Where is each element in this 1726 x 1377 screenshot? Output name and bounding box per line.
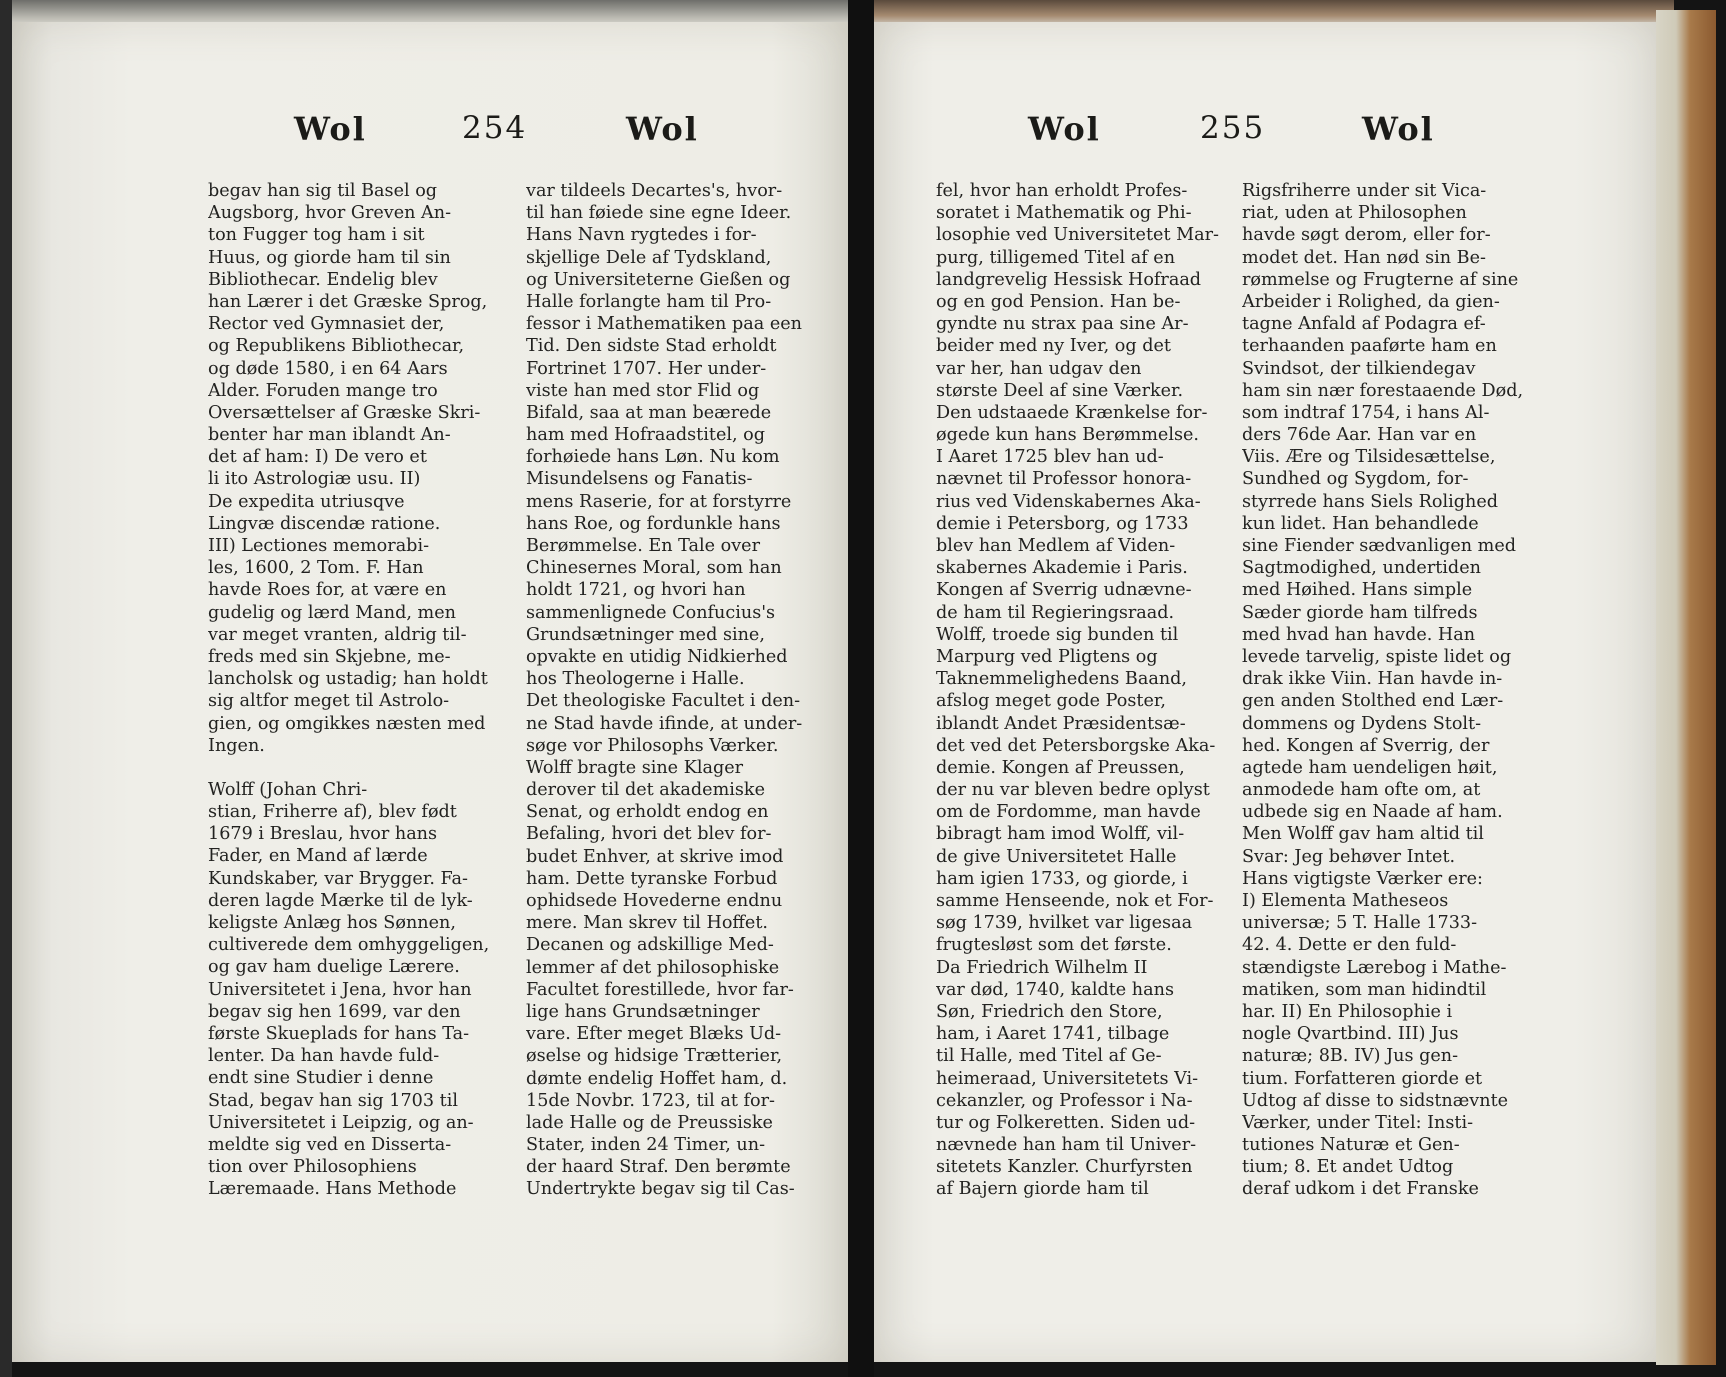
text-line: frugtesløst som det første.: [936, 935, 1172, 956]
text-line: og Republikens Bibliothecar,: [208, 336, 465, 357]
text-line: ophidsede Hovederne endnu: [526, 891, 783, 911]
text-line: Augsborg, hvor Greven An-: [208, 203, 452, 224]
text-line: til han føiede sine egne Ideer.: [526, 203, 792, 224]
text-line: Berømmelse. En Tale over: [526, 536, 760, 556]
text-line: iblandt Andet Præsidentsæ-: [936, 713, 1186, 734]
text-line: riat, uden at Philosophen: [1242, 203, 1467, 224]
text-line: Huus, og giorde ham til sin: [208, 247, 451, 268]
text-line: nogle Qvartbind. III) Jus: [1242, 1024, 1459, 1045]
text-line: der nu var bleven bedre oplyst: [936, 780, 1210, 801]
text-line: sammenlignede Confucius's: [526, 602, 776, 623]
text-line: Da Friedrich Wilhelm II: [936, 957, 1148, 978]
text-line: mere. Man skrev til Hoffet.: [526, 913, 768, 934]
text-line: Decanen og adskillige Med-: [526, 935, 774, 956]
text-line: heimeraad, Universitetets Vi-: [936, 1068, 1199, 1089]
text-line: Fader, en Mand af lærde: [208, 846, 428, 867]
text-line: ton Fugger tog ham i sit: [208, 225, 425, 246]
text-line: havde søgt derom, eller for-: [1242, 225, 1491, 246]
text-line: øgede kun hans Berømmelse.: [936, 425, 1200, 446]
text-line: tium; 8. Et andet Udtog: [1242, 1157, 1454, 1178]
text-line: med hvad han havde. Han: [1242, 624, 1476, 645]
text-line: styrrede hans Siels Rolighed: [1242, 491, 1499, 512]
text-line: dommens og Dydens Stolt-: [1242, 713, 1482, 734]
text-line: gen anden Stolthed end Lær-: [1242, 691, 1504, 712]
text-line: og døde 1580, i en 64 Aars: [208, 358, 448, 379]
text-line: tur og Folkeretten. Siden ud-: [936, 1112, 1196, 1133]
text-line: søge vor Philosophs Værker.: [526, 735, 779, 756]
text-line: rømmelse og Frugterne af sine: [1242, 269, 1519, 290]
text-line: af Bajern giorde ham til: [936, 1179, 1149, 1200]
text-line: Men Wolff gav ham altid til: [1242, 824, 1484, 845]
text-line: Sæder giorde ham tilfreds: [1242, 602, 1478, 623]
text-line: Universitetet i Leipzig, og an-: [208, 1112, 474, 1133]
right-page: [874, 22, 1656, 1362]
running-header: [874, 110, 1656, 170]
text-line: Taknemmelighedens Baand,: [936, 669, 1188, 690]
text-line: tion over Philosophiens: [208, 1157, 417, 1178]
text-line: til Halle, med Titel af Ge-: [936, 1046, 1162, 1067]
text-line: stian, Friherre af), blev født: [208, 802, 457, 823]
header-left-word: Wol: [294, 110, 367, 148]
text-line: universæ; 5 T. Halle 1733-: [1242, 913, 1478, 934]
text-line: soratet i Mathematik og Phi-: [936, 203, 1192, 224]
text-line: sine Fiender sædvanligen med: [1242, 536, 1517, 556]
text-line: og Universiteterne Gießen og: [526, 269, 791, 290]
text-line: Undertrykte begav sig til Cas-: [526, 1179, 795, 1200]
text-line: deren lagde Mærke til de lyk-: [208, 890, 473, 911]
text-line: freds med sin Skjebne, me-: [208, 646, 451, 667]
text-line: les, 1600, 2 Tom. F. Han: [208, 558, 424, 579]
text-line: 15de Novbr. 1723, til at for-: [526, 1090, 775, 1111]
text-line: beider med ny Iver, og det: [936, 336, 1171, 357]
text-line: Værker, under Titel: Insti-: [1242, 1112, 1474, 1133]
text-line: der haard Straf. Den berømte: [526, 1157, 791, 1178]
text-line: som indtraf 1754, i hans Al-: [1242, 402, 1490, 423]
text-line: Marpurg ved Pligtens og: [936, 646, 1158, 667]
text-line: skabernes Akademie i Paris.: [936, 558, 1188, 579]
text-line: afslog meget gode Poster,: [936, 691, 1166, 712]
text-line: meldte sig ved en Disserta-: [208, 1134, 452, 1155]
text-line: største Deel af sine Værker.: [936, 380, 1184, 401]
header-right-word: Wol: [626, 110, 699, 148]
text-line: de ham til Regieringsraad.: [936, 602, 1175, 623]
text-line: gyndte nu strax paa sine Ar-: [936, 314, 1189, 335]
text-line: lancholsk og ustadig; han holdt: [208, 669, 488, 690]
text-line: landgrevelig Hessisk Hofraad: [936, 269, 1202, 290]
text-line: Hans vigtigste Værker ere:: [1242, 868, 1483, 889]
text-line: Søn, Friedrich den Store,: [936, 1001, 1163, 1022]
text-line: agtede ham uendeligen høit,: [1242, 757, 1498, 778]
text-line: skjellige Dele af Tydskland,: [526, 247, 772, 268]
text-line: ham igien 1733, og giorde, i: [936, 868, 1188, 889]
text-line: ham med Hofraadstitel, og: [526, 425, 766, 446]
text-line: drak ikke Viin. Han havde in-: [1242, 669, 1503, 690]
text-line: Svindsot, der tilkiendegav: [1242, 358, 1476, 379]
text-line: derover til det akademiske: [526, 780, 766, 801]
text-line: stændigste Lærebog i Mathe-: [1242, 957, 1507, 978]
text-line: [208, 757, 508, 779]
text-line: Oversættelser af Græske Skri-: [208, 402, 481, 423]
header-right-word: Wol: [1362, 110, 1435, 148]
text-line: cultiverede dem omhyggeligen,: [208, 935, 490, 956]
text-line: Kongen af Sverrig udnævne-: [936, 580, 1192, 601]
text-line: Wolff bragte sine Klager: [526, 757, 744, 778]
text-line: Facultet forestillede, hvor far-: [526, 979, 794, 1000]
page-number: 255: [1200, 110, 1266, 146]
text-line: deraf udkom i det Franske: [1242, 1179, 1479, 1200]
text-line: Universitetet i Jena, hvor han: [208, 979, 472, 1000]
header-left-word: Wol: [1028, 110, 1101, 148]
text-line: anmodede ham ofte om, at: [1242, 780, 1481, 801]
text-line: Stater, inden 24 Timer, un-: [526, 1135, 766, 1156]
text-line: Wolff (Johan Chri-: [208, 779, 368, 800]
text-line: li ito Astrologiæ usu. II): [208, 469, 421, 490]
text-line: hed. Kongen af Sverrig, der: [1242, 735, 1490, 756]
text-line: sig altfor meget til Astrolo-: [208, 691, 450, 712]
text-line: ders 76de Aar. Han var en: [1242, 425, 1477, 446]
text-line: III) Lectiones memorabi-: [208, 536, 430, 556]
text-line: begav sig hen 1699, var den: [208, 1001, 461, 1022]
text-line: var her, han udgav den: [936, 358, 1142, 379]
text-line: om de Fordomme, man havde: [936, 802, 1201, 823]
text-line: Det theologiske Facultet i den-: [526, 691, 801, 712]
running-header: [12, 110, 848, 170]
text-line: 42. 4. Dette er den fuld-: [1242, 935, 1457, 956]
text-line: Sundhed og Sygdom, for-: [1242, 469, 1469, 490]
text-line: Rigsfriherre under sit Vica-: [1242, 181, 1487, 201]
text-line: Senat, og erholdt endog en: [526, 802, 769, 823]
text-line: purg, tilligemed Titel af en: [936, 247, 1176, 268]
text-line: søg 1739, hvilket var ligesaa: [936, 913, 1193, 934]
text-column-1: [208, 180, 508, 1200]
text-line: Wolff, troede sig bunden til: [936, 624, 1179, 645]
book-fore-edge: [1656, 10, 1716, 1365]
text-line: lige hans Grundsætninger: [526, 1001, 760, 1022]
text-line: var tildeels Decartes's, hvor-: [526, 181, 783, 201]
text-column-2: [526, 180, 836, 1201]
text-line: hans Roe, og fordunkle hans: [526, 513, 781, 534]
text-line: dømte endelig Hoffet ham, d.: [526, 1068, 788, 1089]
text-line: det ved det Petersborgske Aka-: [936, 735, 1216, 756]
text-line: Ingen.: [208, 735, 265, 756]
text-line: fessor i Mathematiken paa een: [526, 314, 802, 335]
text-line: Læremaade. Hans Methode: [208, 1179, 457, 1200]
text-line: vare. Efter meget Blæks Ud-: [526, 1024, 782, 1045]
book-gutter: [848, 0, 874, 1377]
text-line: Bibliothecar. Endelig blev: [208, 269, 438, 290]
text-line: Udtog af disse to sidstnævnte: [1242, 1090, 1509, 1111]
text-line: blev han Medlem af Viden-: [936, 536, 1176, 556]
text-line: lenter. Da han havde fuld-: [208, 1046, 440, 1067]
text-line: bibragt ham imod Wolff, vil-: [936, 824, 1185, 845]
scan-border-left: [0, 0, 12, 1377]
text-line: matiken, som man hidindtil: [1242, 979, 1487, 1000]
text-line: viste han med stor Flid og: [526, 380, 760, 401]
text-line: budet Enhver, at skrive imod: [526, 846, 784, 867]
left-page: [12, 22, 848, 1362]
text-line: Fortrinet 1707. Her under-: [526, 358, 767, 379]
text-line: I) Elementa Matheseos: [1242, 891, 1449, 911]
text-line: tium. Forfatteren giorde et: [1242, 1068, 1483, 1089]
text-line: Den udstaaede Krænkelse for-: [936, 402, 1208, 423]
text-line: første Skueplads for hans Ta-: [208, 1023, 470, 1044]
text-line: udbede sig en Naade af ham.: [1242, 802, 1503, 823]
text-line: har. II) En Philosophie i: [1242, 1001, 1453, 1022]
text-line: tutiones Naturæ et Gen-: [1242, 1135, 1460, 1156]
text-line: cekanzler, og Professor i Na-: [936, 1090, 1193, 1111]
text-column-1: [936, 180, 1236, 1201]
text-line: holdt 1721, og hvori han: [526, 580, 746, 601]
text-line: demie i Petersborg, og 1733: [936, 513, 1189, 534]
text-line: var død, 1740, kaldte hans: [936, 979, 1174, 1000]
text-line: terhaanden paaførte ham en: [1242, 336, 1497, 357]
text-line: var meget vranten, aldrig til-: [208, 624, 467, 645]
text-line: levede tarvelig, spiste lidet og: [1242, 646, 1512, 667]
text-line: hos Theologerne i Halle.: [526, 669, 745, 690]
text-line: Tid. Den sidste Stad erholdt: [526, 336, 777, 357]
text-line: sitetets Kanzler. Churfyrsten: [936, 1157, 1193, 1178]
text-line: Bifald, saa at man beærede: [526, 402, 772, 423]
text-line: ham sin nær forestaaende Død,: [1242, 380, 1524, 401]
text-line: med Høihed. Hans simple: [1242, 580, 1473, 601]
text-column-2: [1242, 180, 1542, 1201]
text-line: nævnet til Professor honora-: [936, 469, 1192, 490]
text-line: naturæ; 8B. IV) Jus gen-: [1242, 1046, 1459, 1067]
text-line: Halle forlangte ham til Pro-: [526, 291, 772, 312]
text-line: Misundelsens og Fanatis-: [526, 469, 753, 490]
text-line: Grundsætninger med sine,: [526, 624, 765, 645]
text-line: endt sine Studier i denne: [208, 1068, 434, 1089]
text-line: losophie ved Universitetet Mar-: [936, 225, 1219, 246]
text-line: Stad, begav han sig 1703 til: [208, 1090, 458, 1111]
text-line: samme Henseende, nok et For-: [936, 891, 1214, 911]
text-line: Arbeider i Rolighed, da gien-: [1242, 291, 1500, 312]
text-line: kun lidet. Han behandlede: [1242, 513, 1479, 534]
text-line: ham. Dette tyranske Forbud: [526, 868, 778, 889]
text-line: Hans Navn rygtedes i for-: [526, 225, 757, 246]
text-line: ham, i Aaret 1741, tilbage: [936, 1024, 1170, 1045]
text-line: Chinesernes Moral, som han: [526, 558, 782, 579]
text-line: han Lærer i det Græske Sprog,: [208, 291, 488, 312]
text-line: Befaling, hvori det blev for-: [526, 824, 772, 845]
text-line: mens Raserie, for at forstyrre: [526, 491, 792, 512]
text-line: de give Universitetet Halle: [936, 846, 1177, 867]
text-line: forhøiede hans Løn. Nu kom: [526, 447, 780, 468]
text-line: gudelig og lærd Mand, men: [208, 602, 456, 623]
text-line: Lingvæ discendæ ratione.: [208, 513, 441, 534]
text-line: Kundskaber, var Brygger. Fa-: [208, 868, 468, 889]
text-line: havde Roes for, at være en: [208, 580, 447, 601]
text-line: 1679 i Breslau, hvor hans: [208, 824, 438, 845]
text-line: De expedita utriusqve: [208, 491, 405, 512]
text-line: keligste Anlæg hos Sønnen,: [208, 913, 456, 933]
text-line: fel, hvor han erholdt Profes-: [936, 181, 1188, 201]
text-line: Viis. Ære og Tilsidesættelse,: [1242, 447, 1496, 468]
text-line: Rector ved Gymnasiet der,: [208, 314, 445, 335]
text-line: modet det. Han nød sin Be-: [1242, 247, 1486, 268]
text-line: og en god Pension. Han be-: [936, 291, 1181, 312]
text-line: øselse og hidsige Trætterier,: [526, 1046, 783, 1067]
text-line: benter har man iblandt An-: [208, 425, 451, 446]
page-number: 254: [462, 110, 528, 146]
text-line: lade Halle og de Preussiske: [526, 1112, 773, 1133]
text-line: begav han sig til Basel og: [208, 181, 438, 201]
text-line: Sagtmodighed, undertiden: [1242, 558, 1481, 579]
text-line: gien, og omgikkes næsten med: [208, 713, 486, 734]
text-line: opvakte en utidig Nidkierhed: [526, 646, 788, 667]
text-line: rius ved Videnskabernes Aka-: [936, 491, 1201, 512]
text-line: det af ham: I) De vero et: [208, 447, 427, 468]
text-line: demie. Kongen af Preussen,: [936, 757, 1185, 778]
text-line: lemmer af det philosophiske: [526, 957, 780, 978]
text-line: Alder. Foruden mange tro: [208, 380, 438, 401]
text-line: ne Stad havde ifinde, at under-: [526, 713, 803, 734]
text-line: nævnede han ham til Univer-: [936, 1135, 1197, 1156]
text-line: og gav ham duelige Lærere.: [208, 957, 460, 978]
text-line: tagne Anfald af Podagra ef-: [1242, 314, 1486, 335]
text-line: Svar: Jeg behøver Intet.: [1242, 846, 1456, 867]
text-line: I Aaret 1725 blev han ud-: [936, 447, 1164, 468]
